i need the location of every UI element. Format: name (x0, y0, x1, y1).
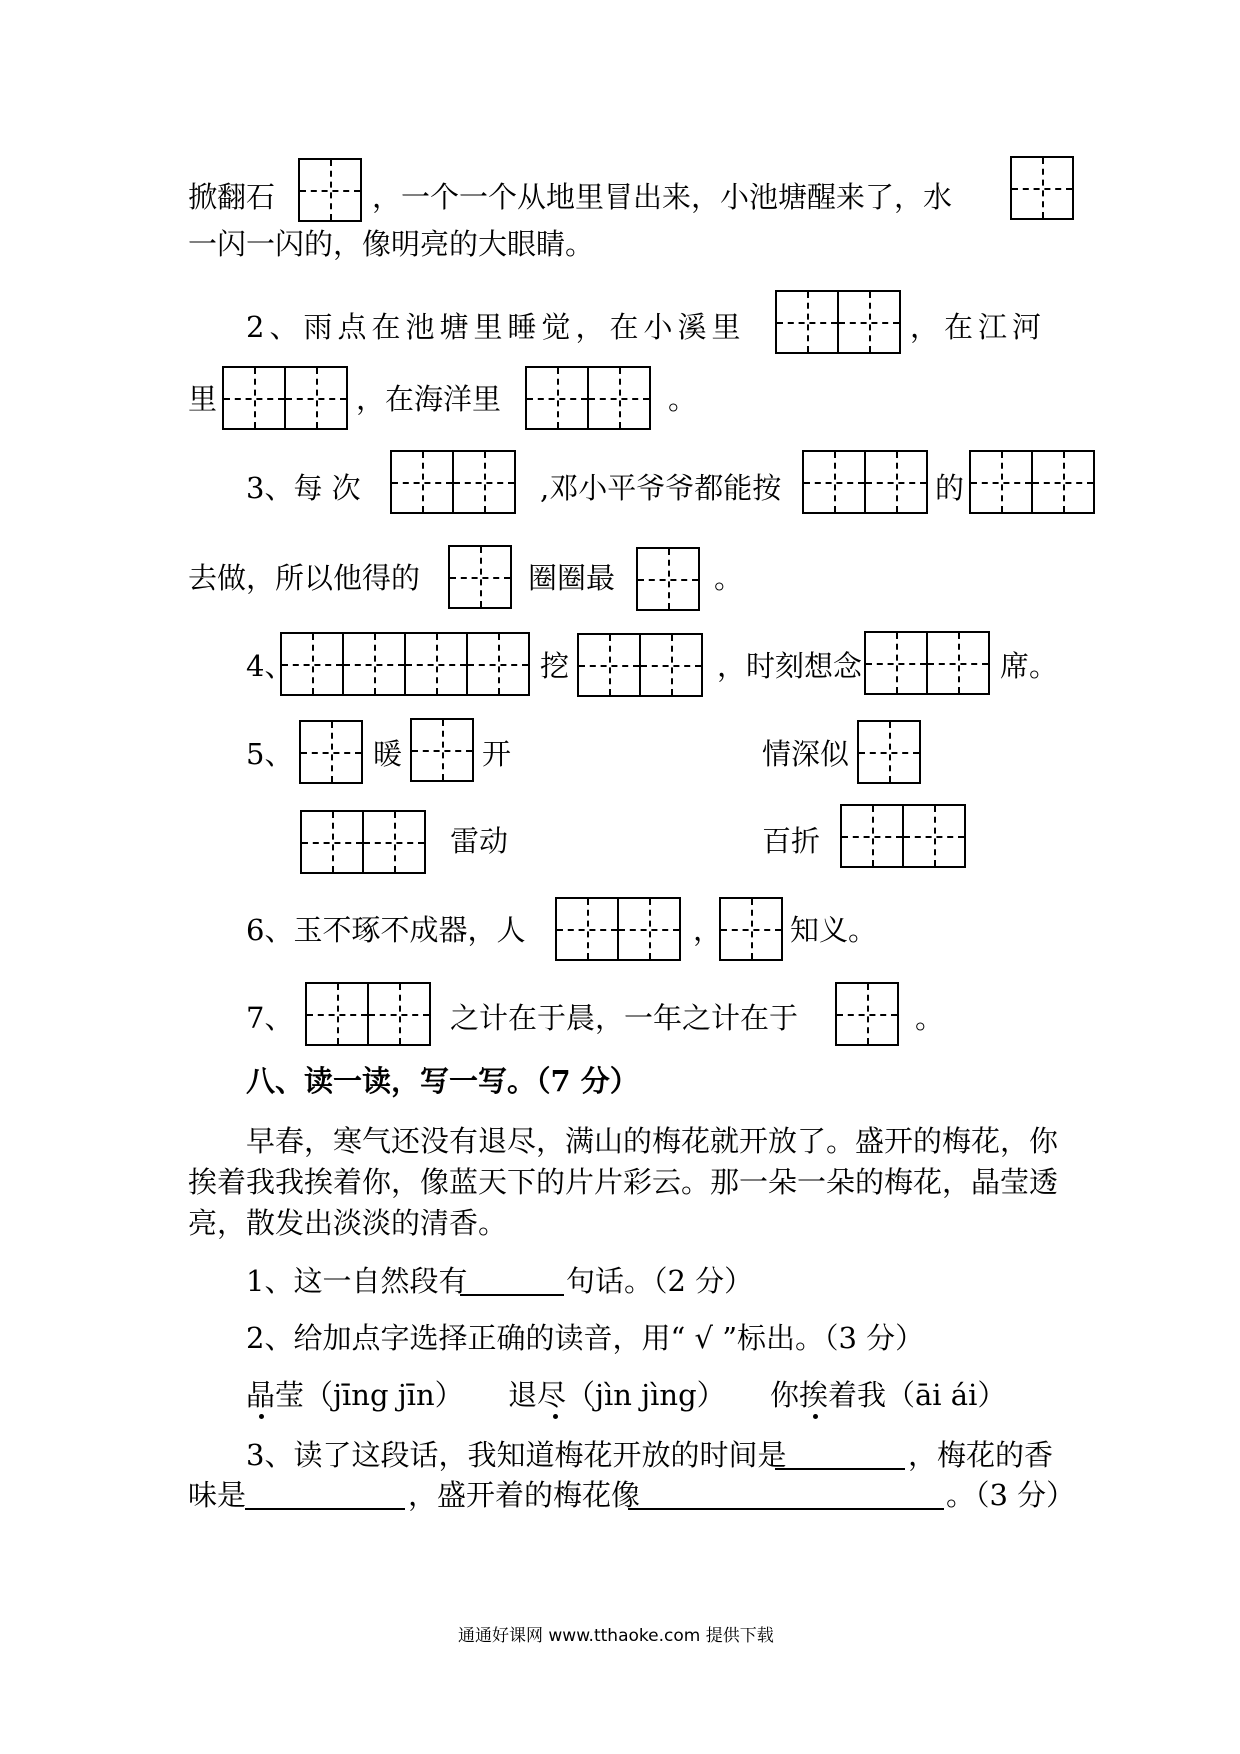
answer-blank-1[interactable] (460, 1294, 564, 1296)
answer-blank-2[interactable] (775, 1468, 905, 1470)
sub-question-1-a: 1、这一自然段有 (246, 1264, 468, 1298)
answer-box-18[interactable] (840, 804, 966, 868)
answer-box-7[interactable] (802, 450, 928, 514)
q2-text-a: 2、雨点在池塘里睡觉，在小溪里 (246, 310, 746, 344)
q3-text-d: 去做，所以他得的 (188, 561, 421, 595)
answer-blank-4[interactable] (628, 1508, 944, 1510)
pinyin-option-1[interactable]: 晶莹（jīng jīn） (246, 1378, 464, 1412)
answer-box-2[interactable] (1010, 156, 1074, 220)
answer-box-20[interactable] (719, 897, 783, 961)
sub-question-3-d: ，盛开着的梅花像 (408, 1478, 641, 1512)
q5-text-f: 百折 (762, 824, 821, 858)
answer-box-5[interactable] (525, 366, 651, 430)
q7-text-b: 之计在于晨，一年之计在于 (450, 1001, 799, 1035)
answer-box-19[interactable] (555, 897, 681, 961)
pinyin-option-2[interactable]: 退尽（jìn jìng） (508, 1378, 726, 1412)
sub-question-3-b: ，梅花的香 (908, 1438, 1054, 1472)
q3-text-f: 。 (714, 561, 744, 595)
answer-box-15[interactable] (410, 718, 474, 782)
answer-box-4[interactable] (222, 366, 348, 430)
answer-box-12[interactable] (577, 633, 703, 697)
answer-box-1[interactable] (298, 158, 362, 222)
sub-question-2: 2、给加点字选择正确的读音，用“ √ ”标出。（3 分） (246, 1321, 925, 1355)
emphasis-dot (259, 1414, 264, 1419)
q2-text-d: ，在海洋里 (356, 382, 502, 416)
q4-text-a: 4、 (246, 649, 294, 683)
answer-box-6[interactable] (390, 450, 516, 514)
q2-text-c: 里 (188, 382, 218, 416)
q3-text-b: ,邓小平爷爷都能按 (540, 471, 782, 505)
q4-text-c: ，时刻想念 (717, 649, 863, 683)
answer-blank-3[interactable] (245, 1508, 405, 1510)
q2-text-b: ，在江河 (910, 310, 1047, 344)
sub-question-3-c: 味是 (188, 1478, 247, 1512)
passage-line-3: 亮，散发出淡淡的清香。 (188, 1206, 508, 1240)
q7-text-c: 。 (915, 1001, 945, 1035)
answer-box-16[interactable] (857, 720, 921, 784)
q5-text-d: 情深似 (762, 737, 850, 771)
pinyin-option-3[interactable]: 你挨着我（āi ái） (770, 1378, 1007, 1412)
answer-box-10[interactable] (636, 547, 700, 611)
sub-question-3-a: 3、读了这段话，我知道梅花开放的时间是 (246, 1438, 787, 1472)
answer-box-8[interactable] (969, 450, 1095, 514)
q4-text-d: 席。 (1000, 649, 1059, 683)
page-footer: 通通好课网 www.tthaoke.com 提供下载 (458, 1626, 774, 1646)
answer-box-17[interactable] (300, 810, 426, 874)
sub-question-3-e: 。（3 分） (946, 1478, 1076, 1512)
sub-question-1-b: 句话。（2 分） (566, 1264, 754, 1298)
q5-text-c: 开 (482, 737, 512, 771)
q7-text-a: 7、 (246, 1001, 294, 1035)
answer-box-14[interactable] (299, 720, 363, 784)
answer-box-13[interactable] (864, 631, 990, 695)
q3-text-a: 3、每 次 (246, 471, 361, 505)
passage-line-1: 早春，寒气还没有退尽，满山的梅花就开放了。盛开的梅花，你 (246, 1124, 1059, 1158)
answer-box-11[interactable] (280, 632, 530, 696)
q2-text-e: 。 (668, 382, 698, 416)
answer-box-3[interactable] (775, 290, 901, 354)
section-8-title: 八、读一读，写一写。（7 分） (246, 1064, 639, 1098)
answer-box-21[interactable] (305, 982, 431, 1046)
answer-box-9[interactable] (448, 545, 512, 609)
q6-text-a: 6、玉不琢不成器，人 (246, 913, 526, 947)
q5-text-a: 5、 (246, 737, 294, 771)
q4-text-b: 挖 (540, 649, 570, 683)
passage-line-2: 挨着我我挨着你，像蓝天下的片片彩云。那一朵一朵的梅花，晶莹透 (188, 1165, 1059, 1199)
emphasis-dot (813, 1414, 818, 1419)
q3-text-c: 的 (935, 471, 965, 505)
q1-text-b: ，一个一个从地里冒出来，小池塘醒来了，水 (372, 180, 953, 214)
q1-text-c: 一闪一闪的，像明亮的大眼睛。 (188, 227, 595, 261)
q5-text-b: 暖 (373, 737, 403, 771)
q1-text-a: 掀翻石 (188, 180, 276, 214)
q6-text-b: ， (693, 913, 723, 947)
answer-box-22[interactable] (835, 982, 899, 1046)
q3-text-e: 圈圈最 (528, 561, 616, 595)
emphasis-dot (553, 1414, 558, 1419)
q6-text-c: 知义。 (790, 913, 878, 947)
q5-text-e: 雷动 (450, 824, 509, 858)
